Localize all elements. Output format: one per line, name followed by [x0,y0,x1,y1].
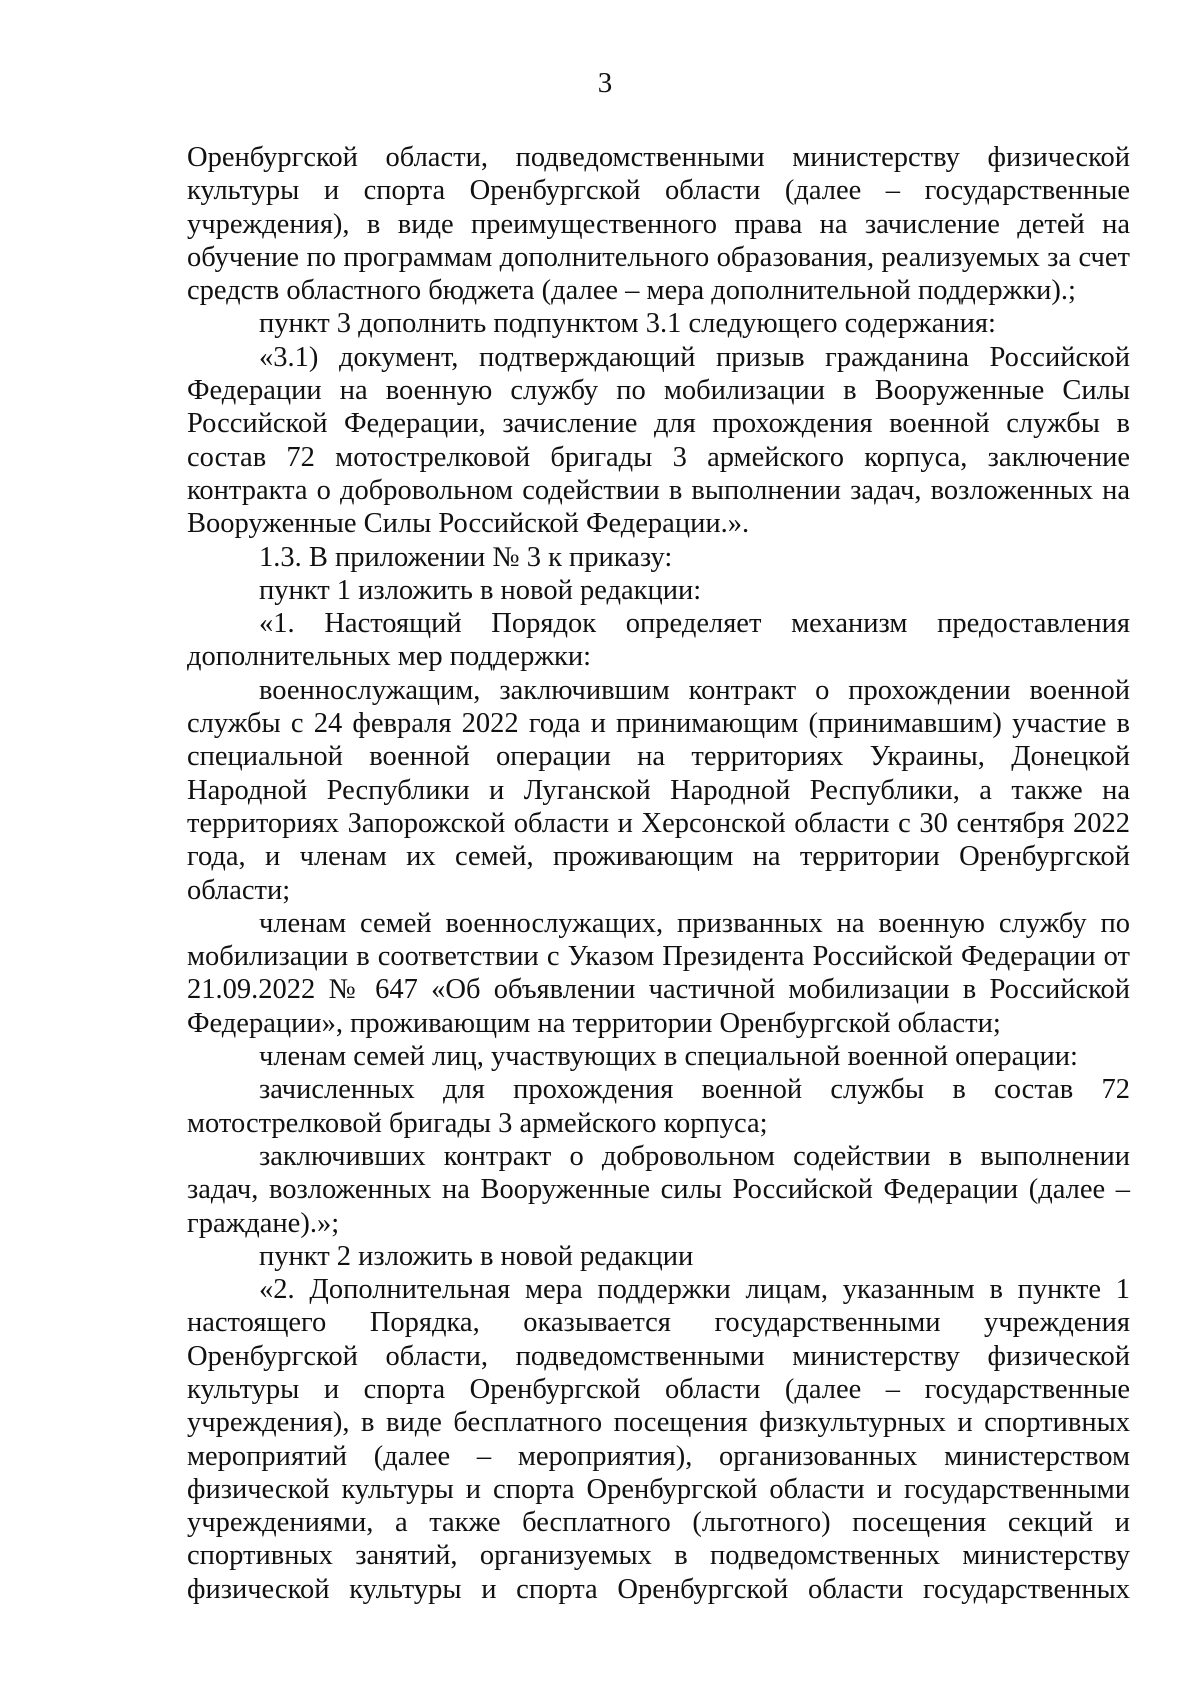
paragraph: военнослужащим, заключившим контракт о прохождении военной службы с 24 февраля 2022 года и принимающим (принимавшим) участие в специальной военной операции на территориях Украины, Донецкой Народной Республики и Луганской Народной Республики, а также на территориях Запорожской области и Херсонской области с 30 сентября 2022 года, и членам их семей, проживающим на территории Оренбургской области; [187,674,1130,906]
paragraph: пункт 3 дополнить подпунктом 3.1 следующего содержания: [259,308,996,340]
paragraph: заключивших контракт о добровольном содействии в выполнении задач, возложенных на Вооруженные силы Российской Федерации (далее – граждане).»; [187,1140,1130,1239]
document-body [187,141,1130,1606]
paragraph: «2. Дополнительная мера поддержки лицам, указанным в пункте 1 настоящего Порядка, оказывается государственными учреждения Оренбургской области, подведомственными министерству физической культуры и спорта Оренбургской области (далее – государственные учреждения), в виде бесплатного посещения физкультурных и спортивных мероприятий (далее – мероприятия), организованных министерством физической культуры и спорта Оренбургской области и государственными учреждениями, а также бесплатного (льготного) посещения секций и спортивных занятий, организуемых в подведомственных министерству физической культуры и спорта Оренбургской области государственных [187,1274,1130,1605]
paragraph: Оренбургской области, подведомственными министерству физической культуры и спорта Оренбургской области (далее – государственные учреждения), в виде преимущественного права на зачисление детей на обучение по программам дополнительного образования, реализуемых за счет средств областного бюджета (далее – мера дополнительной поддержки).; [187,142,1130,307]
paragraph: 1.3. В приложении № 3 к приказу: [259,541,673,573]
paragraph: зачисленных для прохождения военной службы в состав 72 мотострелковой бригады 3 армейского корпуса; [187,1074,1130,1139]
paragraph: членам семей военнослужащих, призванных на военную службу по мобилизации в соответствии с Указом Президента Российской Федерации от 21.09.2022 № 647 «Об объявлении частичной мобилизации в Российской Федерации», проживающим на территории Оренбургской области; [187,907,1130,1039]
paragraph: членам семей лиц, участвующих в специальной военной операции: [259,1041,1078,1073]
paragraph: пункт 2 изложить в новой редакции [259,1240,694,1272]
paragraph: пункт 1 изложить в новой редакции: [259,574,702,606]
paragraph: «3.1) документ, подтверждающий призыв гражданина Российской Федерации на военную службу по мобилизации в Вооруженные Силы Российской Федерации, зачисление для прохождения военной службы в состав 72 мотострелковой бригады 3 армейского корпуса, заключение контракта о добровольном содействии в выполнении задач, возложенных на Вооруженные Силы Российской Федерации.». [187,341,1130,540]
page-number: 3 [597,67,613,99]
paragraph: «1. Настоящий Порядок определяет механизм предоставления дополнительных мер поддержки: [187,608,1130,673]
